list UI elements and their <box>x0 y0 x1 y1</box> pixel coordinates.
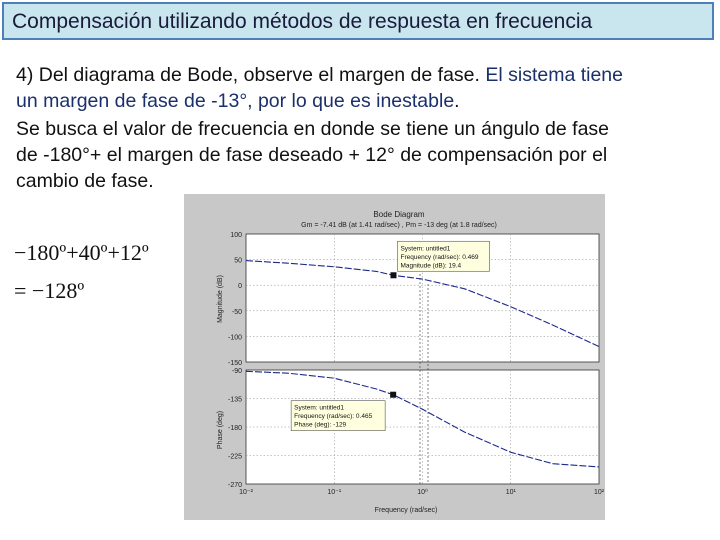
magnitude-ylabel: Magnitude (dB) <box>217 275 224 323</box>
datatip-text: Phase (deg): -129 <box>294 421 347 429</box>
y-tick-label: -180 <box>227 425 242 432</box>
datatip-marker <box>390 272 396 278</box>
y-tick-label: -150 <box>227 360 242 367</box>
y-tick-label: -100 <box>227 334 242 342</box>
datatip-text: System: untitled1 <box>400 245 451 253</box>
equation-line-2: = −128º <box>14 278 85 303</box>
y-tick-label: -225 <box>227 453 242 461</box>
slide-title-bar <box>2 2 714 40</box>
datatip-marker <box>390 392 396 398</box>
x-tick-label: 10⁻² <box>239 489 253 496</box>
frequency-xlabel: Frequency (rad/sec) <box>374 507 438 514</box>
datatip-text: Magnitude (dB): 19.4 <box>400 262 462 270</box>
equation-line-1: −180º+40º+12º <box>14 240 149 265</box>
y-tick-label: 100 <box>230 232 242 239</box>
y-tick-label: -135 <box>227 396 242 404</box>
paragraph-line-5: cambio de fase. <box>16 170 154 192</box>
magnitude-axes <box>228 232 599 367</box>
plot-subtitle: Gm = -7.41 dB (at 1.41 rad/sec) , Pm = -13 deg (at 1.8 rad/sec) <box>301 222 497 229</box>
highlight-text: El sistema tiene <box>485 64 624 86</box>
y-tick-label: -50 <box>231 308 242 316</box>
datatip-text: Frequency (rad/sec): 0.465 <box>294 413 373 421</box>
plot-title: Bode Diagram <box>373 210 425 219</box>
datatip-text: Frequency (rad/sec): 0.469 <box>400 253 479 261</box>
paragraph-line-1 <box>16 62 623 88</box>
slide-title: Compensación utilizando métodos de respuesta en frecuencia <box>12 10 593 33</box>
y-tick-label: 50 <box>234 257 242 265</box>
bode-plot-svg <box>184 194 605 520</box>
phase-ylabel: Phase (deg) <box>217 410 224 450</box>
x-tick-label: 10⁰ <box>417 489 428 496</box>
paragraph-line-4: de -180°+ el margen de fase deseado + 12° de compensación por el <box>16 144 608 166</box>
paragraph-line-2 <box>16 88 460 114</box>
x-tick-label: 10⁻¹ <box>327 489 342 496</box>
text-segment: 4) Del diagrama de Bode, observe el margen de fase. <box>16 64 480 86</box>
y-tick-label: 0 <box>238 283 242 291</box>
highlight-text: un margen de fase de -13°, por lo que es inestable <box>16 90 455 112</box>
y-tick-label: -90 <box>231 368 242 375</box>
paragraph-line-3: Se busca el valor de frecuencia en donde se tiene un ángulo de fase <box>16 118 610 140</box>
datatip-text: System: untitled1 <box>294 404 345 412</box>
bode-figure <box>184 194 605 520</box>
x-tick-label: 10¹ <box>505 489 516 496</box>
x-tick-label: 10² <box>593 489 605 496</box>
y-tick-label: -270 <box>227 482 242 489</box>
text-segment: . <box>454 90 460 112</box>
